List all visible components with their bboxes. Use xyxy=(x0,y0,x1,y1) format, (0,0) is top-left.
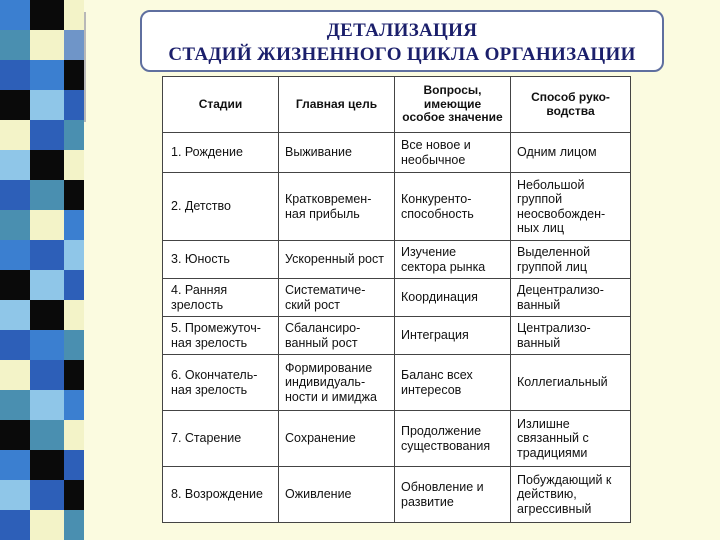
table-row xyxy=(163,133,631,173)
stripe-row xyxy=(0,180,84,210)
cell-stage: 1. Рождение xyxy=(163,133,279,173)
cell-goal: Ускоренный рост xyxy=(279,241,395,279)
cell-questions: Продолжение существования xyxy=(395,411,511,467)
lifecycle-table xyxy=(162,76,631,523)
cell-management: Излишне связанный с традициями xyxy=(511,411,631,467)
stripe-row xyxy=(0,240,84,270)
title-line-1: ДЕТАЛИЗАЦИЯ xyxy=(326,20,478,41)
stripe-row xyxy=(0,420,84,450)
stripe-row xyxy=(0,60,84,90)
stripe-row xyxy=(0,30,84,60)
stripe-row xyxy=(0,480,84,510)
cell-questions: Обновление и развитие xyxy=(395,467,511,523)
cell-goal: Сохранение xyxy=(279,411,395,467)
cell-stage: 8. Возрождение xyxy=(163,467,279,523)
stripe-row xyxy=(0,450,84,480)
table-header-row xyxy=(163,77,631,133)
stripe-row xyxy=(0,330,84,360)
table-row xyxy=(163,279,631,317)
cell-management: Централизо-ванный xyxy=(511,317,631,355)
cell-stage: 7. Старение xyxy=(163,411,279,467)
slide-title xyxy=(140,10,664,72)
cell-questions: Интеграция xyxy=(395,317,511,355)
stripe-row xyxy=(0,360,84,390)
cell-management: Выделенной группой лиц xyxy=(511,241,631,279)
cell-questions: Все новое и необычное xyxy=(395,133,511,173)
header-key-questions: Вопросы, имеющие особое значение xyxy=(395,77,511,133)
header-stage: Стадии xyxy=(163,77,279,133)
title-line-2: СТАДИЙ ЖИЗНЕННОГО ЦИКЛА ОРГАНИЗАЦИИ xyxy=(168,44,636,65)
stripe-row xyxy=(0,390,84,420)
cell-stage: 3. Юность xyxy=(163,241,279,279)
table-row xyxy=(163,411,631,467)
table-row xyxy=(163,317,631,355)
stripe-row xyxy=(0,300,84,330)
cell-management: Децентрализо-ванный xyxy=(511,279,631,317)
header-main-goal: Главная цель xyxy=(279,77,395,133)
cell-questions: Конкуренто-способность xyxy=(395,173,511,241)
cell-management: Побуждающий к действию, агрессивный xyxy=(511,467,631,523)
cell-management: Одним лицом xyxy=(511,133,631,173)
cell-stage: 2. Детство xyxy=(163,173,279,241)
header-management-style: Способ руко-водства xyxy=(511,77,631,133)
cell-goal: Систематиче-ский рост xyxy=(279,279,395,317)
stripe-row xyxy=(0,510,84,540)
cell-goal: Выживание xyxy=(279,133,395,173)
cell-stage: 6. Окончатель-ная зрелость xyxy=(163,355,279,411)
cell-stage: 4. Ранняя зрелость xyxy=(163,279,279,317)
cell-management: Небольшой группой неосвобожден-ных лиц xyxy=(511,173,631,241)
cell-questions: Баланс всех интересов xyxy=(395,355,511,411)
cell-questions: Изучение сектора рынка xyxy=(395,241,511,279)
table-row xyxy=(163,467,631,523)
stripe-row xyxy=(0,150,84,180)
stripe-row xyxy=(0,90,84,120)
cell-questions: Координация xyxy=(395,279,511,317)
stripe-row xyxy=(0,270,84,300)
lifecycle-table-container xyxy=(162,76,630,522)
table-row xyxy=(163,355,631,411)
cell-goal: Формирование индивидуаль-ности и имиджа xyxy=(279,355,395,411)
cell-stage: 5. Промежуточ-ная зрелость xyxy=(163,317,279,355)
decorative-stripe-bar xyxy=(0,0,84,540)
table-row xyxy=(163,173,631,241)
cell-goal: Сбалансиро-ванный рост xyxy=(279,317,395,355)
stripe-row xyxy=(0,0,84,30)
cell-goal: Оживление xyxy=(279,467,395,523)
cell-goal: Кратковремен-ная прибыль xyxy=(279,173,395,241)
stripe-row xyxy=(0,210,84,240)
cell-management: Коллегиальный xyxy=(511,355,631,411)
table-row xyxy=(163,241,631,279)
title-bracket xyxy=(84,12,91,122)
stripe-row xyxy=(0,120,84,150)
